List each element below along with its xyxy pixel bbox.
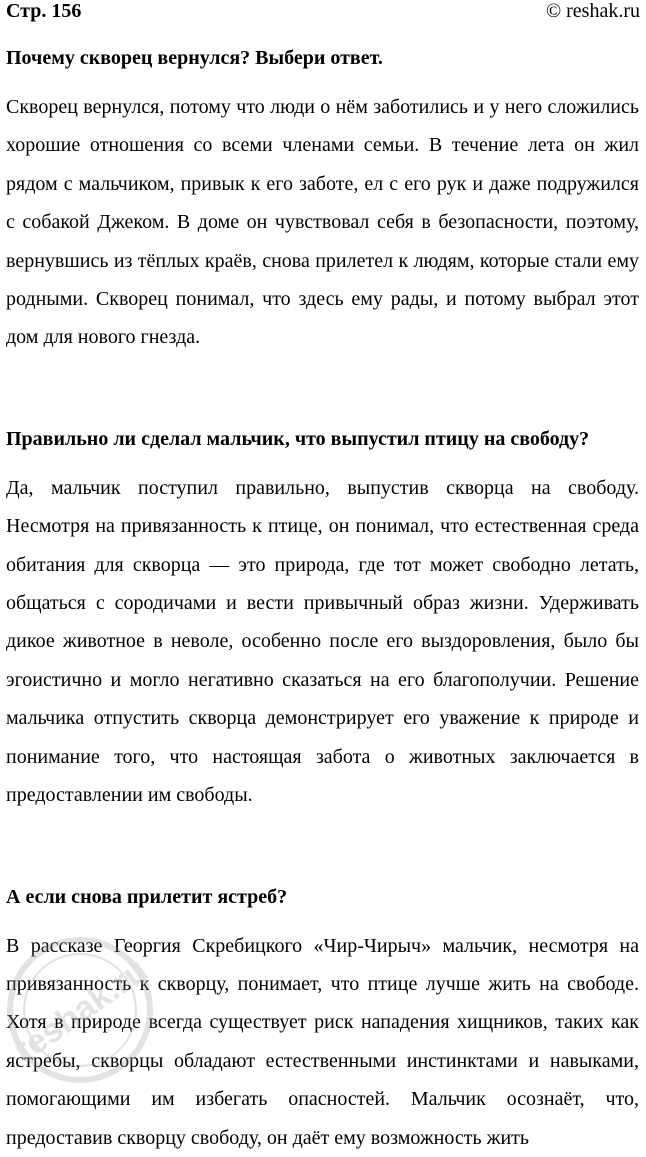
section-gap xyxy=(6,815,639,883)
section-gap xyxy=(6,357,639,425)
question-heading: Правильно ли сделал мальчик, что выпустил птицу на свободу? xyxy=(6,427,590,450)
answer-paragraph: Да, мальчик поступил правильно, выпустив скворца на свободу. Несмотря на привязанность к птице, он понимал, что естественная среда обитания для скворца — это природа, где тот может свободно летать, общаться с сородичами и вести привычный образ жизни. Удерживать дикое животное в неволе, особенно после его выздоровления, было бы эгоистично и могло негативно сказаться на его благополучии. Решение мальчика отпустить скворца демонстрирует его уважение к природе и понимание того, что настоящая забота о животных заключается в предоставлении им свободы. xyxy=(6,476,639,807)
answer-paragraph: В рассказе Георгия Скребицкого «Чир-Чирыч» мальчик, несмотря на привязанность к скворцу, понимает, что птице лучше жить на свободе. Хотя в природе всегда существует риск нападения хищников, таких как ястребы, скворцы обладают естественными инстинктами и навыками, помогающими им избегать опасностей. Мальчик осознаёт, что, предоставив скворцу свободу, он даёт ему возможность жить xyxy=(6,934,639,1149)
page-header xyxy=(6,0,640,26)
qa-section-2 xyxy=(6,425,639,815)
watermark-text: reshak.ru xyxy=(6,951,155,1071)
answer-paragraph: Скворец вернулся, потому что люди о нём заботились и у него сложились хорошие отношения со всеми членами семьи. В течение лета он жил рядом с мальчиком, привык к его заботе, ел с его рук и даже подружился с собакой Джеком. В доме он чувствовал себя в безопасности, поэтому, вернувшись из тёплых краёв, снова прилетел к людям, которые стали ему родными. Скворец понимал, что здесь ему рады, и потому выбрал этот дом для нового гнезда. xyxy=(6,96,639,349)
page-number: Стр. 156 xyxy=(6,0,82,22)
qa-section-3 xyxy=(6,883,639,1157)
qa-section-1 xyxy=(6,44,639,357)
question-heading: А если снова прилетит ястреб? xyxy=(6,885,288,908)
site-credit: © reshak.ru xyxy=(545,0,640,22)
document-body xyxy=(6,44,639,1157)
question-heading: Почему скворец вернулся? Выбери ответ. xyxy=(6,47,383,69)
